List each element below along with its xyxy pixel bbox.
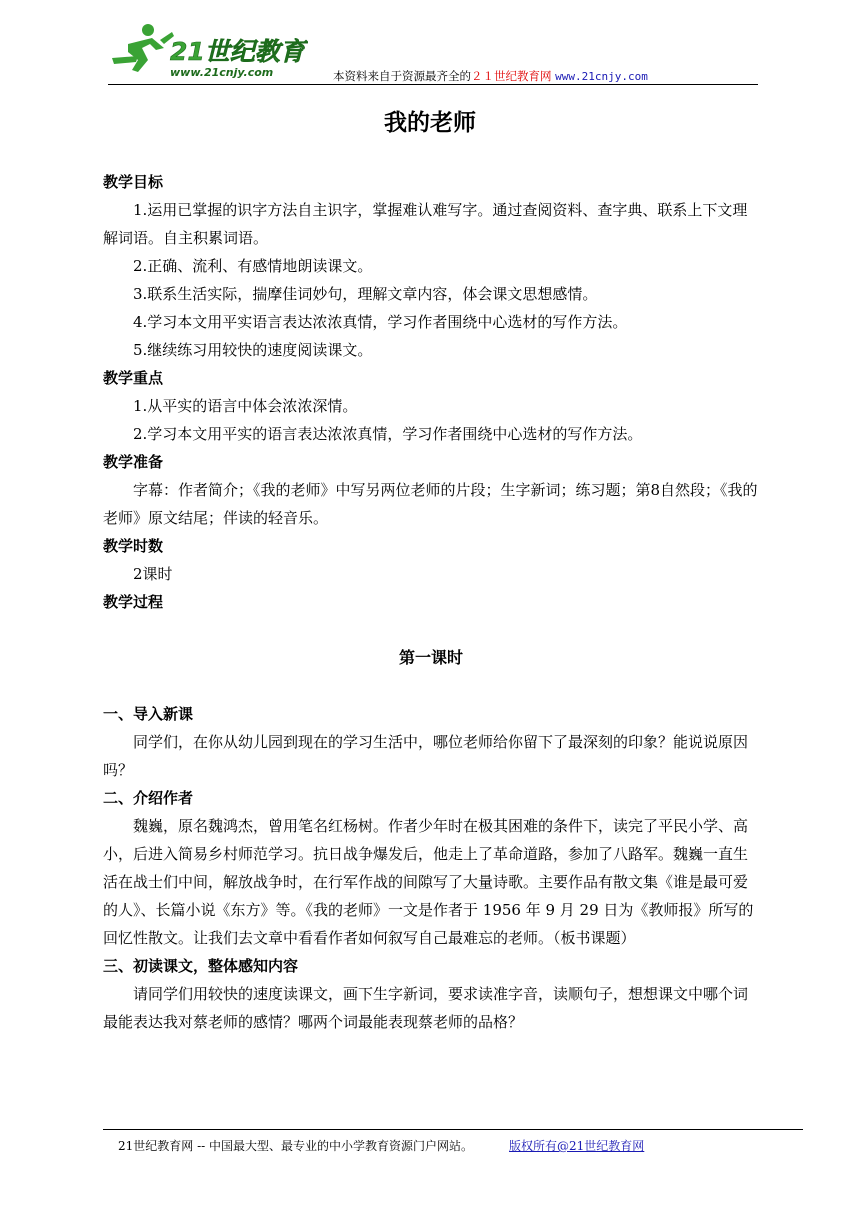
page-title: 我的老师	[384, 110, 476, 136]
focus-1: 1.从平实的语言中体会浓浓深情。	[133, 397, 358, 415]
prep-1: 字幕：作者简介；《我的老师》中写另两位老师的片段；生字新词；练习题；第8自然段；《我的老师》原文结尾；伴读的轻音乐。	[103, 481, 758, 527]
header-note-site: ２１世纪教育网	[471, 69, 552, 83]
site-logo	[108, 22, 308, 84]
section-heading-process: 教学过程	[103, 593, 164, 611]
header-note-url[interactable]: www.21cnjy.com	[555, 70, 648, 83]
header-note	[333, 68, 648, 84]
intro-para: 同学们，在你从幼儿园到现在的学习生活中，哪位老师给你留下了最深刻的印象？能说说原因吗？	[103, 733, 749, 779]
first-read-para: 请同学们用较快的速度读课文，画下生字新词，要求读准字音，读顺句子，想想课文中哪个词最能表达我对蔡老师的感情？哪两个词最能表现蔡老师的品格？	[103, 985, 749, 1031]
header-divider	[108, 84, 758, 85]
logo-url: www.21cnjy.com	[170, 66, 274, 79]
section-heading-intro: 一、导入新课	[103, 705, 194, 723]
section-heading-author: 二、介绍作者	[103, 789, 194, 807]
goal-2: 2.正确、流利、有感情地朗读课文。	[133, 257, 373, 275]
section-heading-focus: 教学重点	[103, 369, 164, 387]
section-heading-prep: 教学准备	[103, 453, 164, 471]
footer	[118, 1137, 644, 1154]
lesson-heading: 第一课时	[398, 648, 463, 667]
runner-icon	[112, 24, 174, 72]
section-heading-goals: 教学目标	[103, 173, 164, 191]
document-body	[103, 168, 759, 1036]
focus-2: 2.学习本文用平实的语言表达浓浓真情，学习作者围绕中心选材的写作方法。	[133, 425, 643, 443]
header-note-prefix: 本资料来自于资源最齐全的	[333, 69, 471, 83]
footer-copyright-link[interactable]: 版权所有@21世纪教育网	[509, 1139, 645, 1153]
logo-text: 21世纪教育	[170, 37, 305, 66]
goal-3: 3.联系生活实际，揣摩佳词妙句，理解文章内容，体会课文思想感情。	[133, 285, 598, 303]
hours-1: 2课时	[133, 565, 173, 583]
section-heading-hours: 教学时数	[103, 537, 164, 555]
footer-divider	[103, 1129, 803, 1130]
author-para: 魏巍，原名魏鸿杰，曾用笔名红杨树。作者少年时在极其困难的条件下，读完了平民小学、高小，后进入简易乡村师范学习。抗日战争爆发后，他走上了革命道路，参加了八路军。魏巍一直生活在战士们中间，解放战争时，在行军作战的间隙写了大量诗歌。主要作品有散文集《谁是最可爱的人》、长篇小说《东方》等。《我的老师》一文是作者于 1956 年 9 月 29 日为《教师报》所写的回忆性散文。让我们去文章中看看作者如何叙写自己最难忘的老师。（板书课题）	[103, 817, 754, 947]
goal-1: 1.运用已掌握的识字方法自主识字，掌握难认难写字。通过查阅资料、查字典、联系上下文理解词语。自主积累词语。	[103, 201, 748, 247]
goal-5: 5.继续练习用较快的速度阅读课文。	[133, 341, 373, 359]
goal-4: 4.学习本文用平实语言表达浓浓真情，学习作者围绕中心选材的写作方法。	[133, 313, 628, 331]
section-heading-first-read: 三、初读课文，整体感知内容	[103, 957, 299, 975]
footer-text: 21世纪教育网 -- 中国最大型、最专业的中小学教育资源门户网站。	[118, 1139, 474, 1153]
